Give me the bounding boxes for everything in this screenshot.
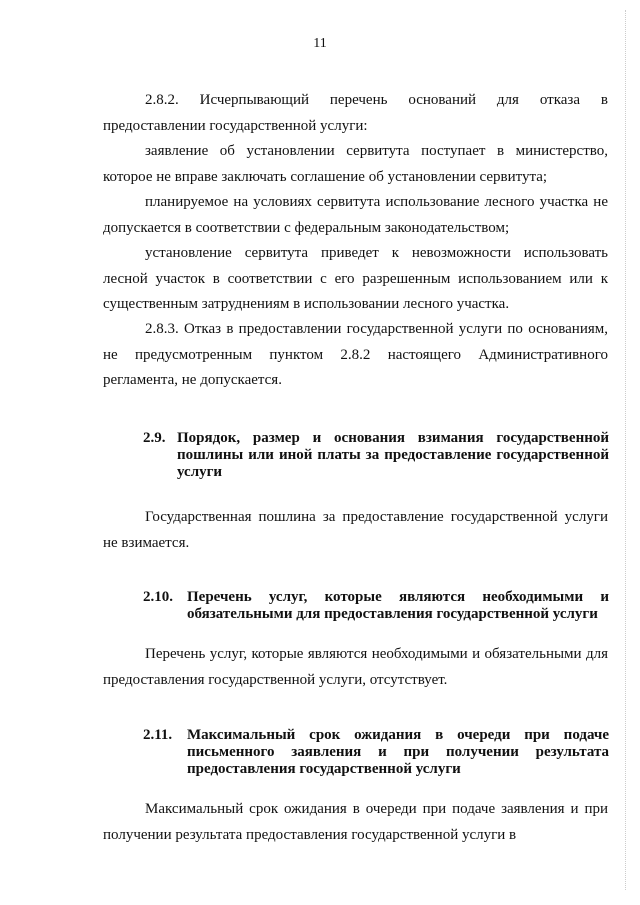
section-2-11-text: Максимальный срок ожидания в очереди при подаче заявления и при получении результата предоставления государственной услуги в: [103, 801, 608, 843]
section-2-11-heading: [143, 727, 609, 778]
paragraph-2-8-2-item-2: планируемое на условиях сервитута использование лесного участка не допускается в соответствии с федеральным законодательством;: [103, 194, 608, 236]
section-2-10-number: 2.10.: [143, 589, 173, 605]
section-2-10-title: Перечень услуг, которые являются необходимыми и обязательными для предоставления государственной услуги: [187, 589, 609, 622]
paragraph-2-8-3: 2.8.3. Отказ в предоставлении государственной услуги по основаниям, не предусмотренным пунктом 2.8.2 настоящего Административного регламента, не допускается.: [103, 321, 608, 388]
section-2-10-text: Перечень услуг, которые являются необходимыми и обязательными для предоставления государственной услуги, отсутствует.: [103, 646, 608, 688]
section-2-11-number: 2.11.: [143, 727, 173, 743]
page-number: 11: [313, 36, 327, 51]
section-2-9-heading: [143, 430, 609, 481]
section-2-9-title: Порядок, размер и основания взимания государственной пошлины или иной платы за предоставление государственной услуги: [177, 430, 609, 480]
scan-edge-marks: [615, 10, 626, 890]
section-2-9-number: 2.9.: [143, 430, 166, 446]
paragraph-2-8-2-item-3: установление сервитута приведет к невозможности использовать лесной участок в соответствии с его разрешенным использованием или к существенным затруднениям в использовании лесного участка.: [103, 245, 608, 312]
paragraph-2-8-2-intro: 2.8.2. Исчерпывающий перечень оснований для отказа в предоставлении государственной услуги:: [103, 92, 608, 134]
section-2-11-title: Максимальный срок ожидания в очереди при подаче письменного заявления и при получении результата предоставления государственной услуги: [187, 727, 609, 777]
section-2-9-text: Государственная пошлина за предоставление государственной услуги не взимается.: [103, 509, 608, 551]
section-2-10-heading: [143, 589, 609, 623]
paragraph-2-8-2-item-1: заявление об установлении сервитута поступает в министерство, которое не вправе заключать соглашение об установлении сервитута;: [103, 143, 608, 185]
